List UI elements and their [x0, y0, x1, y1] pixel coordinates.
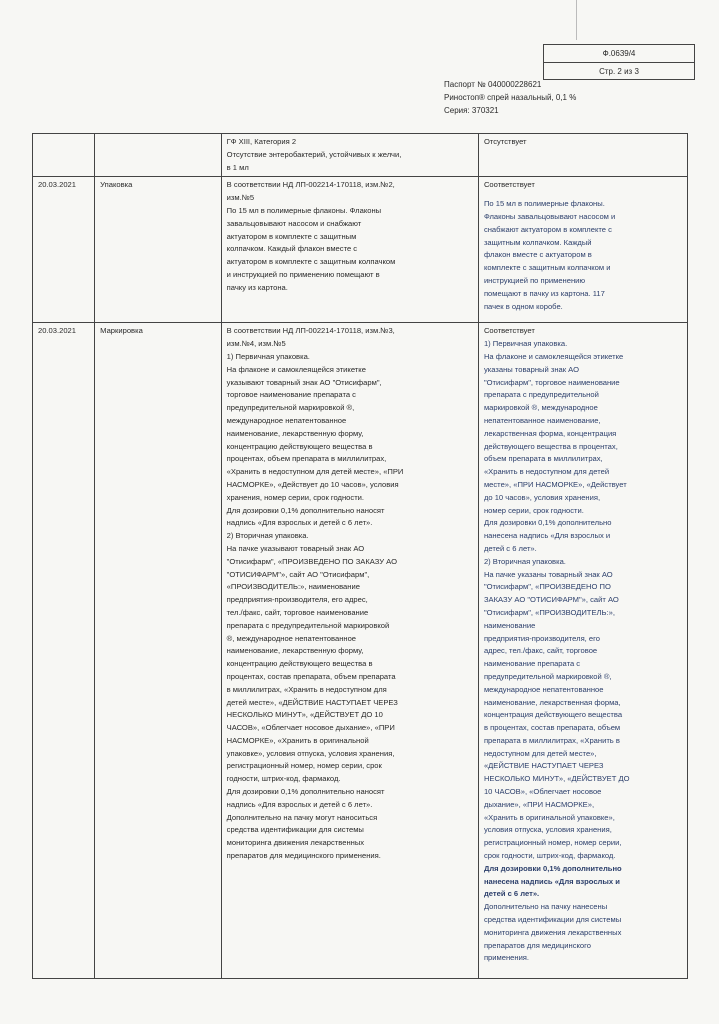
table-row: [33, 177, 688, 323]
date-cell: 20.03.2021: [33, 177, 95, 323]
result-text: По 15 мл в полимерные флаконы. Флаконы завальцовывают насосом и снабжают актуатором в комплекте с защитным колпачком. Каждый флакон вместе с актуатором в комплекте с защитным колпачком и инструкцией по применению помещают в пачку из картона. 117 пачек в одном коробе.: [483, 199, 616, 311]
form-code-box: [543, 44, 695, 80]
result-text: 1) Первичная упаковка. На флаконе и самоклеящейся этикетке указаны товарный знак АО "Отисифарм", торговое наименование препарата с предупредительной маркировкой ®, международное непатентованное наименование, лекарственная форма, концентрация действующего вещества в процентах, объем препарата в миллилитрах, «Хранить в недоступном для детей месте», «ПРИ НАСМОРКЕ», «Действует до 10 часов», условия хранения, номер серии, срок годности. Для дозировки 0,1% дополнительно нанесена надпись «Для взрослых и детей с 6 лет». 2) Вторичная упаковка. На пачке указаны товарный знак АО "Отисифарм", «ПРОИЗВЕДЕНО ПО ЗАКАЗУ АО "ОТИСИФАРМ"», сайт АО "Отисифарм", «ПРОИЗВОДИТЕЛЬ:», наименование предприятия-производителя, его адрес, тел./факс, сайт, торговое наименование препарата с предупредительной маркировкой ®, международное непатентованное наименование, лекарственная форма, концентрация действующего вещества в процентах, состав препарата, объем препарата в миллилитрах, «Хранить в недоступном для детей месте», «ДЕЙСТВИЕ НАСТУПАЕТ ЧЕРЕЗ НЕСКОЛЬКО МИНУТ», «ДЕЙСТВУЕТ ДО 10 ЧАСОВ», «Облегчает носовое дыхание», «ПРИ НАСМОРКЕ», «Хранить в оригинальной упаковке», условия отпуска, условия хранения, регистрационный номер, номер серии, срок годности, штрих-код, фармакод.: [483, 339, 630, 861]
result-head: Соответствует: [483, 180, 535, 190]
indicator-cell: Упаковка: [95, 177, 221, 323]
passport-header: [444, 78, 576, 117]
page-number: Стр. 2 из 3: [544, 62, 694, 80]
indicator-cell: Маркировка: [95, 323, 221, 979]
result-head: Соответствует: [483, 326, 535, 336]
requirement-cell: В соответствии НД ЛП-002214-170118, изм.№2, изм.№5 По 15 мл в полимерные флаконы. Флаконы завальцовывают насосом и снабжают актуатором в комплекте с защитным колпачком. Каждый флакон вместе с актуатором в комплекте с защитным колпачком и инструкцией по применению помещают в пачку из картона.: [221, 177, 478, 323]
passport-number: Паспорт № 040000228621: [444, 80, 542, 89]
result-cell: [478, 177, 687, 323]
series-number: Серия: 370321: [444, 106, 499, 115]
table-row: [33, 134, 688, 177]
page-edge-line: [576, 0, 577, 40]
date-cell: [33, 134, 95, 177]
results-table: [32, 133, 688, 979]
result-tail-text: Дополнительно на пачку нанесены средства идентификации для системы мониторинга движения лекарственных препаратов для медицинского применения.: [483, 902, 622, 963]
form-code: Ф.0639/4: [602, 49, 636, 58]
result-bold-text: Для дозировки 0,1% дополнительно нанесена надпись «Для взрослых и детей с 6 лет».: [483, 863, 622, 899]
requirement-cell: ГФ XIII, Категория 2 Отсутствие энтеробактерий, устойчивых к желчи, в 1 мл: [221, 134, 478, 177]
table-row: [33, 323, 688, 979]
date-cell: 20.03.2021: [33, 323, 95, 979]
result-cell: Отсутствует: [478, 134, 687, 177]
product-name: Риностоп® спрей назальный, 0,1 %: [444, 93, 577, 102]
indicator-cell: [95, 134, 221, 177]
requirement-cell: В соответствии НД ЛП-002214-170118, изм.№3, изм.№4, изм.№5 1) Первичная упаковка. На флаконе и самоклеящейся этикетке указывают товарный знак АО "Отисифарм", торговое наименование препарата с предупредительной маркировкой ®, международное непатентованное наименование, лекарственную форму, концентрацию действующего вещества в процентах, объем препарата в миллилитрах, «Хранить в недоступном для детей месте», «ПРИ НАСМОРКЕ», «Действует до 10 часов», условия хранения, номер серии, срок годности. Для дозировки 0,1% дополнительно наносят надпись «Для взрослых и детей с 6 лет». 2) Вторичная упаковка. На пачке указывают товарный знак АО "Отисифарм", «ПРОИЗВЕДЕНО ПО ЗАКАЗУ АО "ОТИСИФАРМ"», сайт АО "Отисифарм", «ПРОИЗВОДИТЕЛЬ:», наименование предприятия-производителя, его адрес, тел./факс, сайт, торговое наименование препарата с предупредительной маркировкой ®, международное непатентованное наименование, лекарственную форму, концентрацию действующего вещества в процентах, состав препарата, объем препарата в миллилитрах, «Хранить в недоступном для детей месте», «ДЕЙСТВИЕ НАСТУПАЕТ ЧЕРЕЗ НЕСКОЛЬКО МИНУТ», «ДЕЙСТВУЕТ ДО 10 ЧАСОВ», «Облегчает носовое дыхание», «ПРИ НАСМОРКЕ», «Хранить в оригинальной упаковке», условия отпуска, условия хранения, регистрационный номер, номер серии, срок годности, штрих-код, фармакод. Для дозировки 0,1% дополнительно наносят надпись «Для взрослых и детей с 6 лет». Дополнительно на пачку могут наноситься средства идентификации для системы мониторинга движения лекарственных препаратов для медицинского применения.: [221, 323, 478, 979]
result-cell: [478, 323, 687, 979]
